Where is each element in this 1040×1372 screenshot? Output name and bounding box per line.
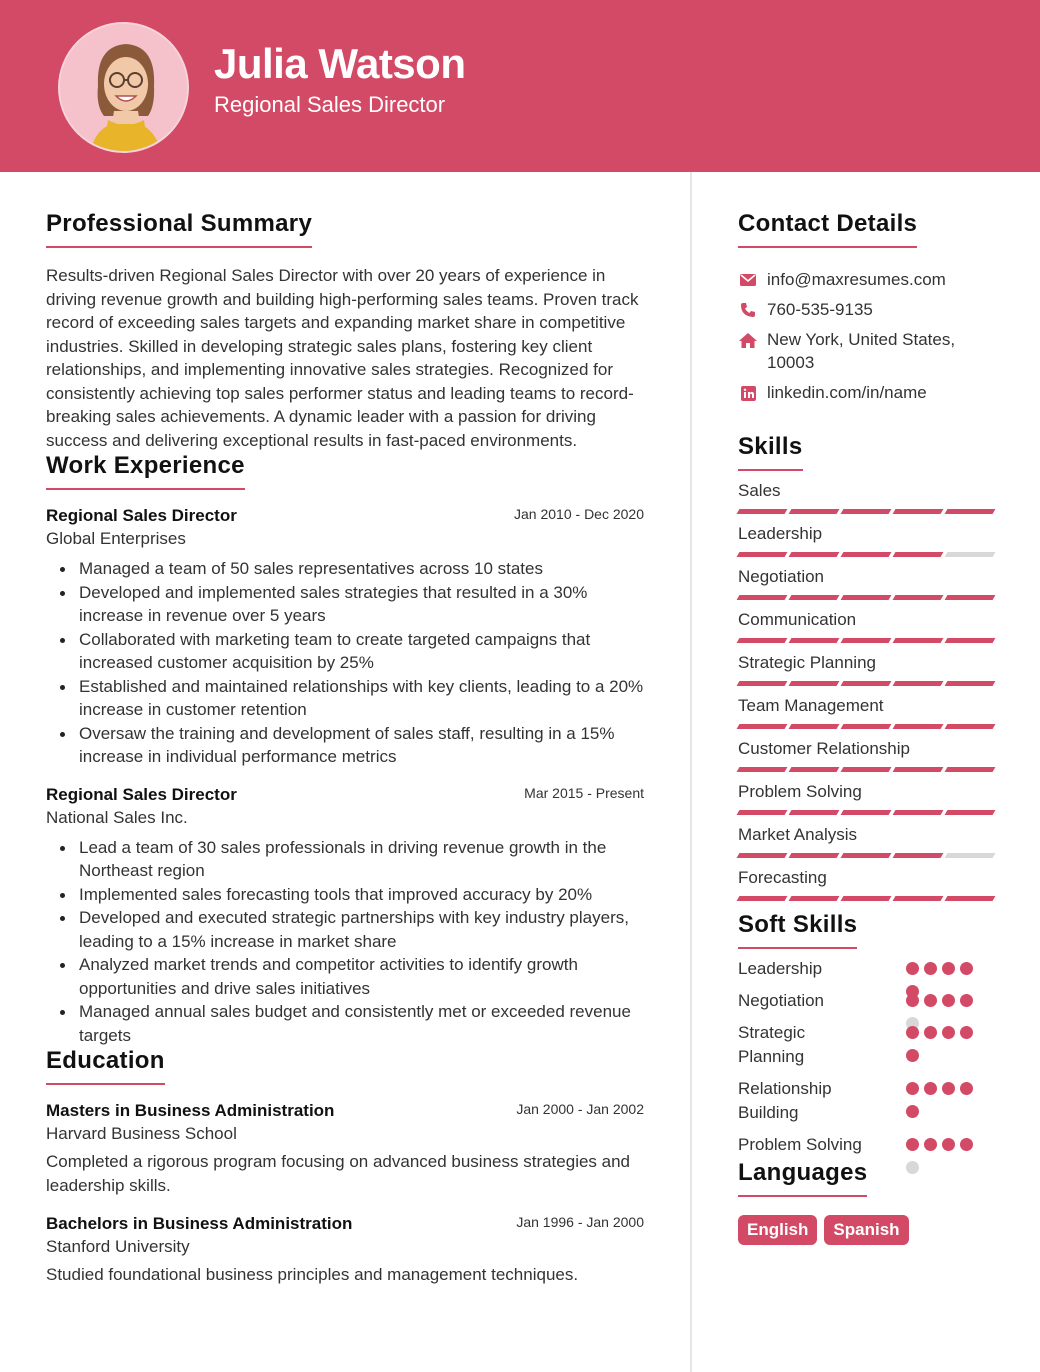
job-bullet: Implemented sales forecasting tools that improved accuracy by 20% [46, 883, 646, 907]
job-date: Mar 2015 - Present [524, 784, 644, 801]
skill-level-bar [738, 638, 998, 643]
rating-dot [924, 962, 937, 975]
job-bullet: Lead a team of 30 sales professionals in driving revenue growth in the Northeast region [46, 836, 646, 883]
education-heading: Education [46, 1047, 165, 1085]
rating-dot [906, 1049, 919, 1062]
rating-dot [942, 1026, 955, 1039]
job-title: Regional Sales Director [46, 506, 237, 525]
skill-level-segment [737, 810, 788, 815]
skill-item [738, 652, 998, 686]
soft-skill-rating [906, 1026, 981, 1072]
skill-name: Customer Relationship [738, 739, 910, 758]
skill-level-segment [945, 724, 996, 729]
skill-level-bar [738, 853, 998, 858]
skill-level-bar [738, 767, 998, 772]
skill-name: Communication [738, 610, 857, 629]
language-tag: Spanish [824, 1215, 908, 1245]
skill-level-segment [737, 638, 788, 643]
skill-level-segment [789, 810, 840, 815]
skill-level-segment [945, 552, 996, 557]
job-bullet: Developed and implemented sales strategies that resulted in a 30% increase in revenue over 5 years [46, 581, 646, 628]
skill-name: Problem Solving [738, 782, 862, 801]
skill-level-segment [841, 853, 892, 858]
soft-skill-item [738, 1133, 998, 1157]
soft-skill-item [738, 1021, 998, 1069]
rating-dot [906, 1105, 919, 1118]
phone-text: 760-535-9135 [767, 300, 873, 319]
skill-level-segment [893, 810, 944, 815]
skill-level-segment [893, 681, 944, 686]
skill-level-segment [841, 638, 892, 643]
rating-dot [960, 994, 973, 1007]
skill-level-bar [738, 595, 998, 600]
job-date: Jan 2010 - Dec 2020 [514, 506, 644, 522]
skill-name: Market Analysis [738, 825, 858, 844]
skill-item [738, 566, 998, 600]
main-column [46, 210, 646, 1287]
skill-level-segment [893, 853, 944, 858]
soft-skill-rating [906, 1082, 981, 1128]
skill-item [738, 867, 998, 901]
skill-level-segment [945, 595, 996, 600]
skill-level-segment [945, 853, 996, 858]
skill-name: Team Management [738, 696, 884, 715]
school: Stanford University [46, 1237, 190, 1256]
skill-level-segment [841, 595, 892, 600]
job-bullet: Managed a team of 50 sales representatives across 10 states [46, 557, 646, 581]
skill-level-segment [737, 724, 788, 729]
rating-dot [960, 1138, 973, 1151]
job-bullets [46, 836, 646, 1048]
soft-skill-name: Negotiation [738, 991, 825, 1010]
soft-skill-item [738, 989, 998, 1013]
rating-dot [942, 994, 955, 1007]
rating-dot [906, 1026, 919, 1039]
education-date: Jan 1996 - Jan 2000 [516, 1214, 644, 1230]
soft-skills-heading: Soft Skills [738, 911, 857, 949]
job-title: Regional Sales Director [46, 784, 237, 804]
education-description: Studied foundational business principles and management techniques. [46, 1265, 579, 1284]
phone-icon [738, 300, 758, 320]
skill-level-segment [893, 724, 944, 729]
skill-level-segment [789, 724, 840, 729]
language-tag: English [738, 1215, 817, 1245]
education-entry [46, 1101, 646, 1198]
skill-name: Forecasting [738, 868, 827, 887]
job-bullet: Analyzed market trends and competitor activities to identify growth opportunities and drive sales initiatives [46, 953, 646, 1000]
school: Harvard Business School [46, 1124, 237, 1143]
skill-level-segment [737, 595, 788, 600]
skill-item [738, 824, 998, 858]
soft-skill-item [738, 957, 998, 981]
skill-name: Leadership [738, 524, 823, 543]
contact-list [738, 268, 998, 404]
rating-dot [906, 994, 919, 1007]
skill-level-segment [737, 509, 788, 514]
rating-dot [924, 1082, 937, 1095]
skill-level-segment [737, 767, 788, 772]
skill-level-segment [841, 552, 892, 557]
skill-level-bar [738, 509, 998, 514]
linkedin-text: linkedin.com/in/name [767, 383, 927, 402]
rating-dot [906, 1138, 919, 1151]
skill-level-segment [841, 509, 892, 514]
rating-dot [924, 994, 937, 1007]
rating-dot [924, 1026, 937, 1039]
skill-name: Negotiation [738, 567, 825, 586]
skill-level-segment [893, 896, 944, 901]
job-bullet: Oversaw the training and development of sales staff, resulting in a 15% increase in individual performance metrics [46, 722, 646, 769]
skill-level-segment [893, 638, 944, 643]
skill-level-segment [737, 552, 788, 557]
candidate-title: Regional Sales Director [214, 92, 446, 117]
skill-level-segment [737, 896, 788, 901]
skills-list [738, 480, 998, 901]
skill-level-segment [841, 896, 892, 901]
rating-dot [960, 1026, 973, 1039]
candidate-name: Julia Watson [214, 40, 466, 87]
job-bullet: Managed annual sales budget and consistently met or exceeded revenue targets [46, 1000, 646, 1047]
degree: Bachelors in Business Administration [46, 1214, 353, 1233]
skill-level-segment [789, 509, 840, 514]
skill-level-segment [945, 767, 996, 772]
job-company: Global Enterprises [46, 529, 186, 548]
skill-level-segment [789, 681, 840, 686]
rating-dot [942, 962, 955, 975]
skill-level-segment [789, 638, 840, 643]
rating-dot [906, 1161, 919, 1174]
rating-dot [924, 1138, 937, 1151]
skill-level-segment [789, 552, 840, 557]
rating-dot [960, 962, 973, 975]
rating-dot [942, 1138, 955, 1151]
job-bullet: Collaborated with marketing team to create targeted campaigns that increased customer acquisition by 25% [46, 628, 646, 675]
rating-dot [906, 1082, 919, 1095]
job-entry [46, 785, 646, 1048]
contact-heading: Contact Details [738, 210, 917, 248]
job-company: National Sales Inc. [46, 807, 188, 827]
skill-level-segment [737, 853, 788, 858]
soft-skill-name: Problem Solving [738, 1135, 862, 1154]
soft-skills-list [738, 957, 998, 1157]
skill-level-bar [738, 896, 998, 901]
skill-level-segment [841, 810, 892, 815]
skill-level-segment [789, 853, 840, 858]
skill-level-bar [738, 724, 998, 729]
skill-level-segment [945, 681, 996, 686]
soft-skill-name: Leadership [738, 959, 823, 978]
skills-heading: Skills [738, 433, 803, 471]
skill-level-segment [841, 724, 892, 729]
skill-level-segment [945, 509, 996, 514]
languages-list [738, 1215, 998, 1245]
header [0, 0, 1040, 172]
email-text: info@maxresumes.com [767, 270, 946, 289]
education-entry [46, 1214, 646, 1287]
sidebar [738, 210, 998, 1245]
soft-skill-name: Strategic Planning [738, 1023, 806, 1066]
experience-heading: Work Experience [46, 452, 245, 490]
column-divider [690, 172, 692, 1372]
skill-level-segment [841, 767, 892, 772]
soft-skill-name: Relationship Building [738, 1079, 832, 1122]
contact-phone[interactable] [738, 298, 998, 321]
job-bullets [46, 557, 646, 769]
rating-dot [942, 1082, 955, 1095]
summary-heading: Professional Summary [46, 210, 312, 248]
soft-skill-item [738, 1077, 998, 1125]
job-entry [46, 506, 646, 769]
skill-name: Strategic Planning [738, 653, 876, 672]
education-description: Completed a rigorous program focusing on advanced business strategies and leadership skills. [46, 1152, 631, 1195]
skill-level-bar [738, 810, 998, 815]
skill-item [738, 609, 998, 643]
skill-item [738, 781, 998, 815]
languages-heading: Languages [738, 1159, 867, 1197]
skill-level-bar [738, 681, 998, 686]
rating-dot [906, 962, 919, 975]
skill-item [738, 695, 998, 729]
skill-level-segment [893, 552, 944, 557]
address-text: New York, United States, 10003 [767, 330, 956, 372]
contact-linkedin[interactable] [738, 381, 998, 404]
skill-level-segment [789, 767, 840, 772]
skill-item [738, 523, 998, 557]
skill-level-segment [841, 681, 892, 686]
soft-skill-rating [906, 1138, 981, 1184]
linkedin-icon [738, 383, 758, 403]
skill-item [738, 738, 998, 772]
degree: Masters in Business Administration [46, 1101, 335, 1120]
contact-email[interactable] [738, 268, 998, 291]
skill-level-bar [738, 552, 998, 557]
profile-photo [58, 22, 189, 153]
skill-name: Sales [738, 481, 781, 500]
education-date: Jan 2000 - Jan 2002 [516, 1101, 644, 1117]
skill-level-segment [893, 595, 944, 600]
skill-level-segment [789, 595, 840, 600]
skill-item [738, 480, 998, 514]
envelope-icon [738, 270, 758, 290]
skill-level-segment [893, 767, 944, 772]
contact-address [738, 328, 998, 374]
skill-level-segment [893, 509, 944, 514]
skill-level-segment [789, 896, 840, 901]
skill-level-segment [945, 810, 996, 815]
skill-level-segment [945, 638, 996, 643]
rating-dot [960, 1082, 973, 1095]
summary-text: Results-driven Regional Sales Director with over 20 years of experience in driving revenue growth and building high-performing sales teams. Proven track record of exceeding sales targets and expanding market share in competitive industries. Skilled in developing strategic sales plans, fostering key client relationships, and implementing innovative sales strategies. Recognized for consistently achieving top sales performer status and leading teams to record-breaking sales achievements. A dynamic leader with a passion for driving success and delivering exceptional results in fast-paced environments. [46, 266, 639, 450]
job-bullet: Developed and executed strategic partnerships with key industry players, leading to a 15% increase in market share [46, 906, 646, 953]
job-bullet: Established and maintained relationships with key clients, leading to a 20% increase in customer retention [46, 675, 646, 722]
home-icon [738, 330, 758, 350]
skill-level-segment [945, 896, 996, 901]
skill-level-segment [737, 681, 788, 686]
